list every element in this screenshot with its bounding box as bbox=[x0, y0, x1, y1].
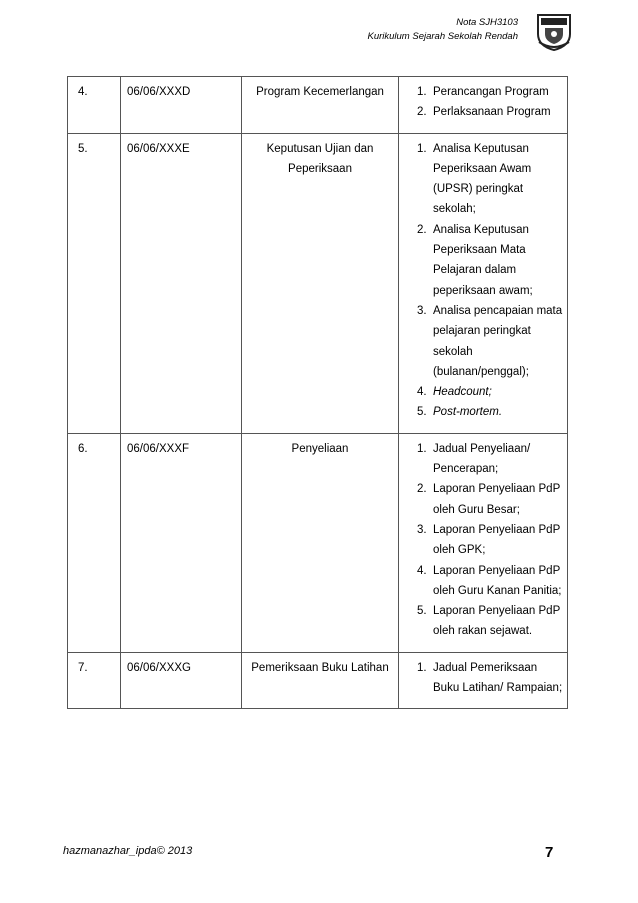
list-item bbox=[405, 479, 565, 520]
list-item-number: 3. bbox=[417, 523, 427, 536]
items-cell bbox=[399, 133, 568, 433]
file-code: 06/06/XXXD bbox=[121, 77, 242, 134]
list-item-number: 5. bbox=[417, 406, 427, 419]
row-number: 6. bbox=[68, 433, 121, 652]
table-row bbox=[68, 652, 568, 709]
list-item-number: 4. bbox=[417, 386, 427, 399]
table-row bbox=[68, 77, 568, 134]
list-item bbox=[405, 601, 565, 642]
list-item bbox=[405, 658, 565, 699]
institute-crest-icon bbox=[535, 12, 573, 52]
row-number: 4. bbox=[68, 77, 121, 134]
item-list bbox=[405, 82, 565, 123]
file-code: 06/06/XXXE bbox=[121, 133, 242, 433]
list-item-text: Analisa pencapaian mata pelajaran peringkat sekolah (bulanan/penggal); bbox=[433, 304, 563, 378]
page-number: 7 bbox=[545, 844, 554, 861]
list-item-text: Analisa Keputusan Peperiksaan Mata Pelajaran dalam peperiksaan awam; bbox=[433, 223, 533, 297]
file-code: 06/06/XXXG bbox=[121, 652, 242, 709]
item-list bbox=[405, 139, 565, 423]
file-title: Program Kecemerlangan bbox=[242, 77, 399, 134]
list-item-text: Analisa Keputusan Peperiksaan Awam (UPSR) peringkat sekolah; bbox=[433, 142, 532, 216]
file-title: Keputusan Ujian dan Peperiksaan bbox=[242, 133, 399, 433]
course-title: Kurikulum Sejarah Sekolah Rendah bbox=[367, 31, 518, 42]
list-item-number: 1. bbox=[417, 661, 427, 674]
items-cell bbox=[399, 433, 568, 652]
list-item bbox=[405, 520, 565, 561]
list-item bbox=[405, 439, 565, 480]
page-header bbox=[367, 16, 518, 44]
table-row bbox=[68, 133, 568, 433]
list-item-number: 1. bbox=[417, 142, 427, 155]
list-item-number: 3. bbox=[417, 304, 427, 317]
list-item-text: Post-mortem. bbox=[433, 406, 503, 419]
list-item bbox=[405, 382, 565, 402]
list-item-text: Perancangan Program bbox=[433, 86, 549, 98]
list-item-text: Laporan Penyeliaan PdP oleh GPK; bbox=[433, 523, 561, 557]
list-item-text: Jadual Pemeriksaan Buku Latihan/ Rampaian; bbox=[433, 661, 563, 695]
list-item-text: Laporan Penyeliaan PdP oleh Guru Besar; bbox=[433, 483, 561, 516]
list-item-number: 2. bbox=[417, 223, 427, 236]
list-item-number: 1. bbox=[417, 442, 427, 455]
list-item-number: 2. bbox=[417, 483, 427, 496]
list-item-text: Headcount; bbox=[433, 386, 492, 399]
list-item-number: 5. bbox=[417, 605, 427, 618]
file-code: 06/06/XXXF bbox=[121, 433, 242, 652]
row-number: 7. bbox=[68, 652, 121, 709]
file-title: Pemeriksaan Buku Latihan bbox=[242, 652, 399, 709]
list-item-number: 2. bbox=[417, 106, 427, 119]
footer-credit: hazmanazhar_ipda© 2013 bbox=[63, 845, 193, 857]
list-item bbox=[405, 102, 565, 122]
list-item-text: Laporan Penyeliaan PdP oleh Guru Kanan Panitia; bbox=[433, 564, 562, 597]
record-table bbox=[67, 76, 568, 709]
list-item-number: 4. bbox=[417, 564, 427, 577]
list-item-text: Perlaksanaan Program bbox=[433, 106, 551, 119]
list-item-text: Laporan Penyeliaan PdP oleh rakan sejawat. bbox=[433, 605, 561, 638]
list-item bbox=[405, 561, 565, 602]
list-item bbox=[405, 402, 565, 422]
list-item bbox=[405, 220, 565, 301]
course-code: Nota SJH3103 bbox=[456, 17, 518, 28]
list-item-number: 1. bbox=[417, 86, 427, 98]
items-cell bbox=[399, 652, 568, 709]
list-item-text: Jadual Penyeliaan/ Pencerapan; bbox=[433, 442, 531, 476]
item-list bbox=[405, 439, 565, 642]
list-item bbox=[405, 82, 565, 102]
table-row bbox=[68, 433, 568, 652]
file-title: Penyeliaan bbox=[242, 433, 399, 652]
items-cell bbox=[399, 77, 568, 134]
list-item bbox=[405, 139, 565, 220]
row-number: 5. bbox=[68, 133, 121, 433]
list-item bbox=[405, 301, 565, 382]
item-list bbox=[405, 658, 565, 699]
